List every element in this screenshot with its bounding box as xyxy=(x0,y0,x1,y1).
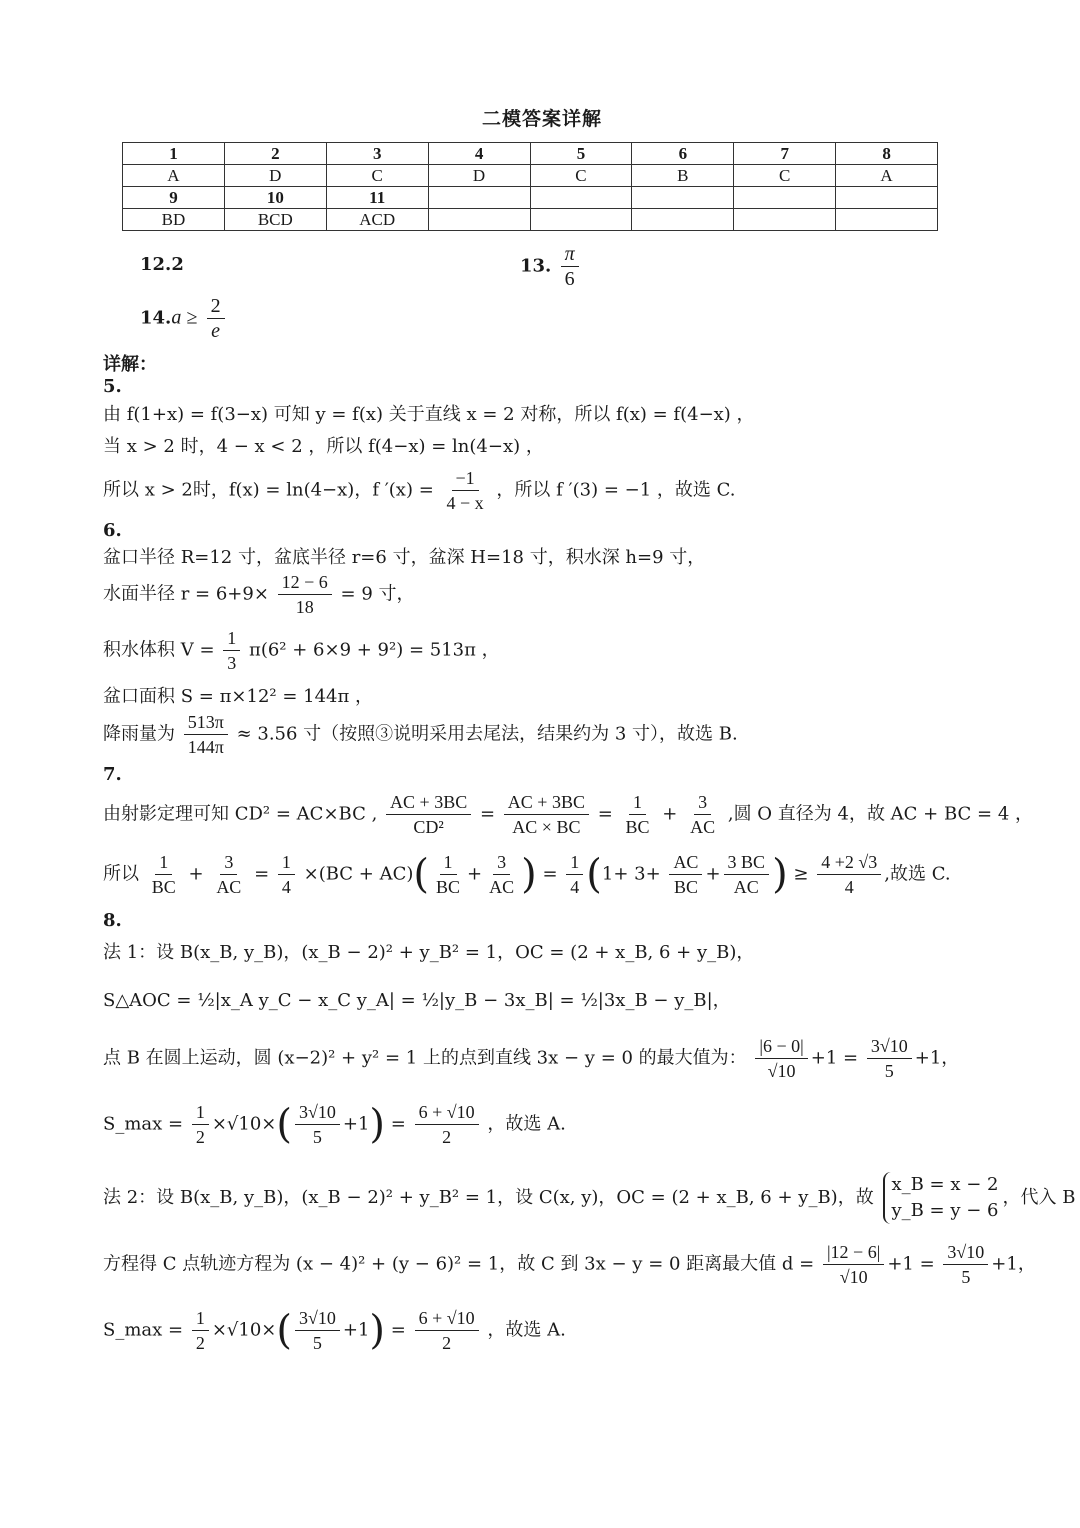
q14-label: 14. xyxy=(140,307,172,329)
q5-line2: 当 x > 2 时，4 − x < 2 ，所以 f(4−x) = ln(4−x) ， xyxy=(103,436,544,457)
table-row xyxy=(123,143,938,165)
table-cell: 4 xyxy=(428,143,530,165)
q5-fraction: $\frac{-1}{4 - x}$ xyxy=(446,468,484,513)
q8-m2-line2: 方程得 C 点轨迹方程为 (x − 4)² + (y − 6)² = 1，故 C 到 3x − y = 0 距离最大值 d = $\frac{|12 - 6|}{√10}$ +1 = $\frac{3√10}{5}$ +1， xyxy=(103,1242,1036,1287)
answer-table xyxy=(122,142,938,231)
q8-m2-smax: S_max = $\frac{1}{2}$ ×√10×( $\frac{3√10}{5}$ +1) = $\frac{6 + √10}{2}$ ，故选 A. xyxy=(103,1307,566,1354)
q8-m1-line3: 点 B 在圆上运动，圆 (x−2)² + y² = 1 上的点到直线 3x − y = 0 的最大值为： $\frac{|6 - 0|}{√10}$ +1 = $\frac{3√10}{5}$ +1， xyxy=(103,1036,960,1081)
table-cell: 10 xyxy=(224,187,326,209)
table-cell: A xyxy=(123,165,225,187)
table-cell: 6 xyxy=(632,143,734,165)
q6-label: 6. xyxy=(103,520,122,541)
q8-m2-line1: 法 2：设 B(x_B, y_B)，(x_B − 2)² + y_B² = 1，设 C(x, y)，OC = (2 + x_B, 6 + y_B)，故 x_B = x − 2 y_B = y − 6 ，代入 B xyxy=(103,1172,1075,1224)
q5-label: 5. xyxy=(103,376,122,397)
q12-label: 12. xyxy=(140,254,172,275)
table-cell: B xyxy=(632,165,734,187)
table-cell: 7 xyxy=(734,143,836,165)
table-cell: C xyxy=(326,165,428,187)
q6-line1: 盆口半径 R=12 寸，盆底半径 r=6 寸，盆深 H=18 寸，积水深 h=9 寸， xyxy=(103,547,706,568)
table-row xyxy=(123,187,938,209)
table-cell: D xyxy=(224,165,326,187)
q12-value: 2 xyxy=(171,254,184,275)
table-cell: 2 xyxy=(224,143,326,165)
table-cell: 5 xyxy=(530,143,632,165)
q7-label: 7. xyxy=(103,764,122,785)
table-cell: 11 xyxy=(326,187,428,209)
table-cell: 9 xyxy=(123,187,225,209)
q6-line2: 水面半径 r = 6+9× $\frac{12 - 6}{18}$ = 9 寸， xyxy=(103,572,415,617)
q8-m1-smax: S_max = $\frac{1}{2}$ ×√10×( $\frac{3√10}{5}$ +1) = $\frac{6 + √10}{2}$ ，故选 A. xyxy=(103,1101,566,1148)
answer-13 xyxy=(520,242,582,291)
q8-m2-system: x_B = x − 2 y_B = y − 6 xyxy=(883,1172,998,1224)
q7-line2: 所以 $\frac{1}{BC}$ + $\frac{3}{AC}$ = $\frac{1}{4}$ ×(BC + AC)( $\frac{1}{BC}$ + $\frac{3}{AC}$ ) = $\frac{1}{4}$ (1+ 3+ $\frac{AC}{BC}$ + $\frac{3 BC}{AC}$ ) ≥ $\frac{4 +2 √3}{4}$ ,故选 C. xyxy=(103,851,951,898)
table-cell: C xyxy=(530,165,632,187)
q8-m1-line1: 法 1：设 B(x_B, y_B)，(x_B − 2)² + y_B² = 1，OC = (2 + x_B, 6 + y_B)， xyxy=(103,942,755,963)
table-cell xyxy=(530,187,632,209)
table-row xyxy=(123,165,938,187)
table-cell xyxy=(734,209,836,231)
q6-line5: 降雨量为 $\frac{513\pi}{144\pi}$ ≈ 3.56 寸（按照③说明采用去尾法，结果约为 3 寸），故选 B. xyxy=(103,712,738,757)
table-cell xyxy=(428,209,530,231)
table-cell: BCD xyxy=(224,209,326,231)
table-cell xyxy=(836,187,938,209)
table-cell: D xyxy=(428,165,530,187)
table-cell: 1 xyxy=(123,143,225,165)
q8-label: 8. xyxy=(103,910,122,931)
q8-m1-line2: S△AOC = ½|x_A y_C − x_C y_A| = ½|y_B − 3x_B| = ½|3x_B − y_B|， xyxy=(103,990,731,1011)
q13-fraction: $\frac{\pi}{6}$ xyxy=(561,242,579,291)
table-cell xyxy=(734,187,836,209)
q14-prefix: a ≥ xyxy=(171,306,198,329)
detail-heading: 详解： xyxy=(103,354,157,375)
table-cell: ACD xyxy=(326,209,428,231)
table-cell xyxy=(530,209,632,231)
q5-line1: 由 f(1+x) = f(3−x) 可知 y = f(x) 关于直线 x = 2 对称，所以 f(x) = f(4−x) ， xyxy=(103,404,755,425)
table-cell: BD xyxy=(123,209,225,231)
q6-line3: 积水体积 V = $\frac{1}{3}$ π(6² + 6×9 + 9²) = 513π ， xyxy=(103,628,500,673)
q14-fraction: $\frac{2}{e}$ xyxy=(207,294,225,343)
answer-14 xyxy=(140,294,228,343)
q6-rain-fraction: $\frac{513\pi}{144\pi}$ xyxy=(184,710,228,759)
q6-third-fraction: $\frac{1}{3}$ xyxy=(223,626,240,675)
q5-line3: 所以 x > 2时，f(x) = ln(4−x)，f ′(x) = $\frac{-1}{4 - x}$ ，所以 f ′(3) = −1 ，故选 C. xyxy=(103,468,736,513)
table-cell: 3 xyxy=(326,143,428,165)
table-row xyxy=(123,209,938,231)
q6-line4: 盆口面积 S = π×12² = 144π ， xyxy=(103,686,374,707)
page-title: 二模答案详解 xyxy=(481,108,602,130)
table-cell: 8 xyxy=(836,143,938,165)
table-cell: A xyxy=(836,165,938,187)
table-cell xyxy=(836,209,938,231)
q13-label: 13. xyxy=(520,255,552,277)
table-cell xyxy=(632,209,734,231)
table-cell xyxy=(428,187,530,209)
table-cell: C xyxy=(734,165,836,187)
answer-12 xyxy=(140,254,184,275)
table-cell xyxy=(632,187,734,209)
q6-radius-fraction: $\frac{12 - 6}{18}$ xyxy=(278,570,332,619)
q7-line1: 由射影定理可知 CD² = AC×BC , $\frac{AC + 3BC}{\text{CD²}}$ = $\frac{AC + 3BC}{AC \times BC}$ = $\frac{1}{BC}$ + $\frac{3}{AC}$ ,圆 O 直径为 4，故 AC + BC = 4 ， xyxy=(103,792,1033,837)
